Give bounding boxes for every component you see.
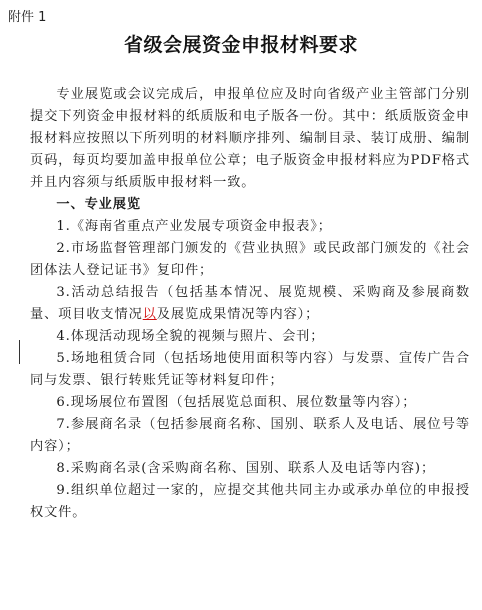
list-item: 5.场地租赁合同（包括场地使用面积等内容）与发票、宣传广告合同与发票、银行转账凭证等材料复印件；: [30, 351, 470, 388]
list-item: 7.参展商名录（包括参展商名称、国别、联系人及电话、展位号等内容）；: [30, 417, 470, 454]
text-cursor: [19, 340, 20, 364]
list-item: 8.采购商名录(含采购商名称、国别、联系人及电话等内容)；: [56, 461, 436, 476]
list-item: 2.市场监督管理部门颁发的《营业执照》或民政部门颁发的《社会团体法人登记证书》复印件；: [30, 241, 470, 278]
list-item: [30, 282, 470, 326]
attachment-label: 附件 1: [8, 10, 47, 25]
list-item: 6.现场展位布置图（包括展览总面积、展位数量等内容）；: [56, 395, 417, 410]
list-item: 4.体现活动现场全貌的视频与照片、会刊；: [56, 329, 325, 344]
list-item-text-pre: 3.活动总结报告（包括基本情况、展览规模、采购商及参展商数量、项目收支情况: [30, 285, 470, 322]
list-item: 9.组织单位超过一家的，应提交其他共同主办或承办单位的申报授权文件。: [30, 483, 470, 520]
list-item: 1.《海南省重点产业发展专项资金申报表》；: [56, 219, 332, 234]
document-title: 省级会展资金申报材料要求: [123, 34, 358, 56]
list-item-text-post: 及展览成果情况等内容）；: [156, 307, 320, 322]
intro-paragraph: 专业展览或会议完成后，申报单位应及时向省级产业主管部门分别提交下列资金申报材料的纸质版和电子版各一份。其中：纸质版资金申报材料应按照以下所列明的材料顺序排列、编制目录、装订成册、编制页码，每页均要加盖申报单位公章；电子版资金申报材料应为PDF格式并且内容须与纸质版申报材料一致。: [30, 87, 470, 190]
section-heading: 一、专业展览: [56, 197, 141, 212]
tracked-change-mark: 以: [142, 307, 157, 322]
document-body[interactable]: [30, 84, 470, 524]
